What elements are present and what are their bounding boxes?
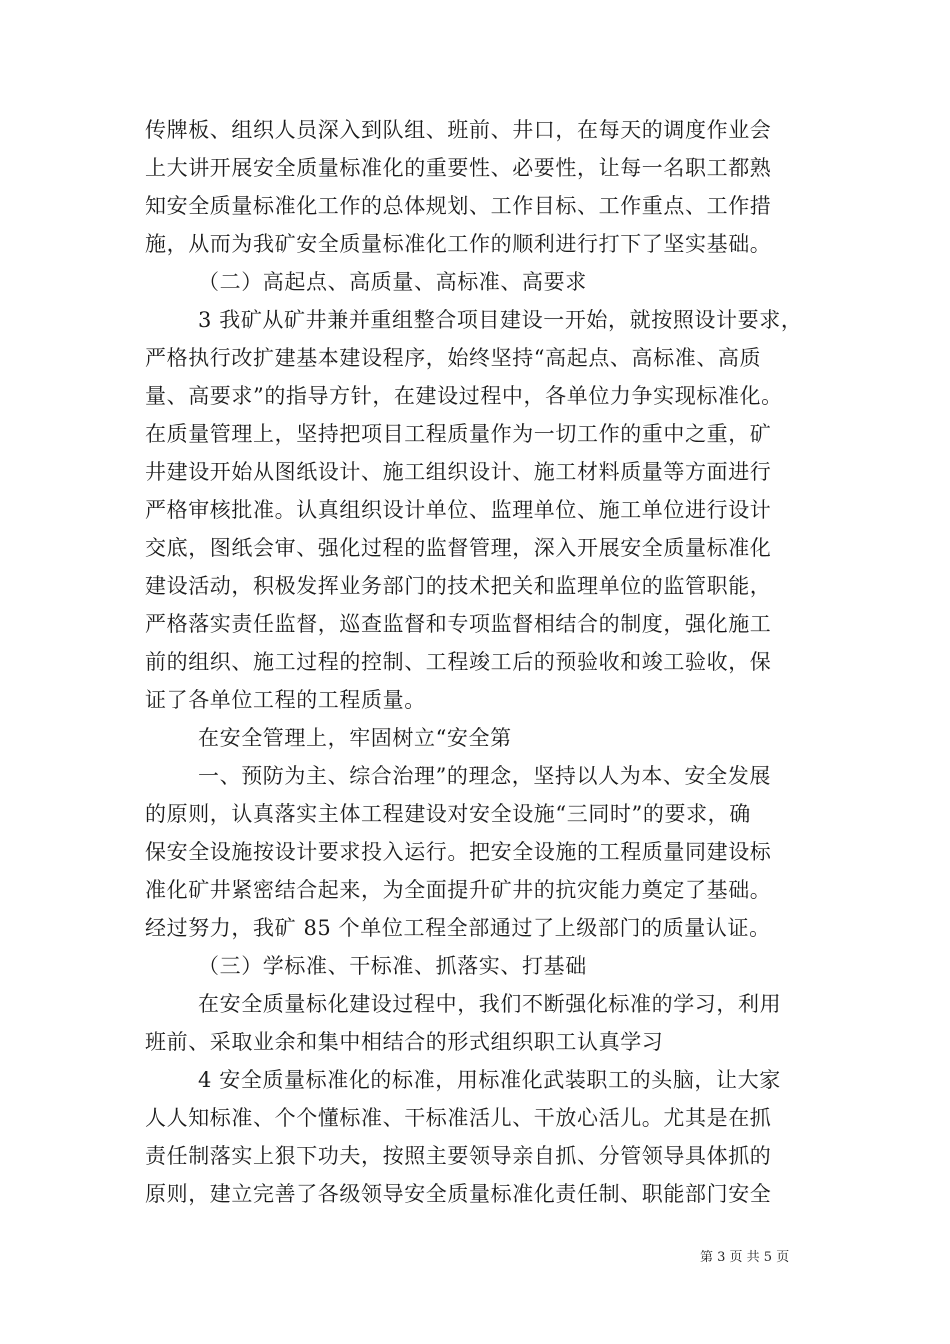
page-number: 第 3 页 共 5 页: [700, 1250, 790, 1265]
text-line: 责任制落实上狠下功夫，按照主要领导亲自抓、分管领导具体抓的: [145, 1144, 772, 1168]
text-line: 4 安全质量标准化的标准，用标准化武装职工的头脑，让大家: [198, 1068, 781, 1092]
text-line: 班前、采取业余和集中相结合的形式组织职工认真学习: [145, 1030, 664, 1054]
text-line: 严格落实责任监督，巡查监督和专项监督相结合的制度，强化施工: [145, 612, 772, 636]
text-line: 经过努力，我矿 85 个单位工程全部通过了上级部门的质量认证。: [145, 916, 771, 940]
text-line: 知安全质量标准化工作的总体规划、工作目标、工作重点、工作措: [145, 194, 772, 218]
text-line: 在安全质量标化建设过程中，我们不断强化标准的学习，利用: [198, 992, 782, 1016]
text-line: 人人知标准、个个懂标准、干标准活儿、干放心活儿。尤其是在抓: [145, 1106, 772, 1130]
text-line: 原则，建立完善了各级领导安全质量标准化责任制、职能部门安全: [145, 1182, 772, 1206]
text-line: 传牌板、组织人员深入到队组、班前、井口，在每天的调度作业会: [145, 118, 772, 142]
text-line: 一、预防为主、综合治理”的理念，坚持以人为本、安全发展: [198, 764, 771, 788]
text-line: 量、高要求”的指导方针，在建设过程中，各单位力争实现标准化。: [145, 384, 783, 408]
text-line: 3 我矿从矿井兼并重组整合项目建设一开始，就按照设计要求，: [198, 308, 803, 332]
text-line: 保安全设施按设计要求投入运行。把安全设施的工程质量同建设标: [145, 840, 772, 864]
text-line: 上大讲开展安全质量标准化的重要性、必要性，让每一名职工都熟: [145, 156, 772, 180]
text-line: 证了各单位工程的工程质量。: [145, 688, 426, 712]
text-line: 施，从而为我矿安全质量标准化工作的顺利进行打下了坚实基础。: [145, 232, 772, 256]
section-heading: （二）高起点、高质量、高标准、高要求: [198, 270, 587, 294]
text-line: 严格执行改扩建基本建设程序，始终坚持“高起点、高标准、高质: [145, 346, 762, 370]
text-line: 在安全管理上，牢固树立“安全第: [198, 726, 512, 750]
text-line: 前的组织、施工过程的控制、工程竣工后的预验收和竣工验收，保: [145, 650, 772, 674]
text-line: 建设活动，积极发挥业务部门的技术把关和监理单位的监管职能，: [145, 574, 772, 598]
text-line: 交底，图纸会审、强化过程的监督管理，深入开展安全质量标准化: [145, 536, 772, 560]
text-line: 准化矿井紧密结合起来，为全面提升矿井的抗灾能力奠定了基础。: [145, 878, 772, 902]
text-line: 严格审核批准。认真组织设计单位、监理单位、施工单位进行设计: [145, 498, 772, 522]
section-heading: （三）学标准、干标准、抓落实、打基础: [198, 954, 587, 978]
text-line: 井建设开始从图纸设计、施工组织设计、施工材料质量等方面进行: [145, 460, 772, 484]
text-line: 在质量管理上，坚持把项目工程质量作为一切工作的重中之重，矿: [145, 422, 772, 446]
text-line: 的原则，认真落实主体工程建设对安全设施“三同时”的要求，确: [145, 802, 751, 826]
